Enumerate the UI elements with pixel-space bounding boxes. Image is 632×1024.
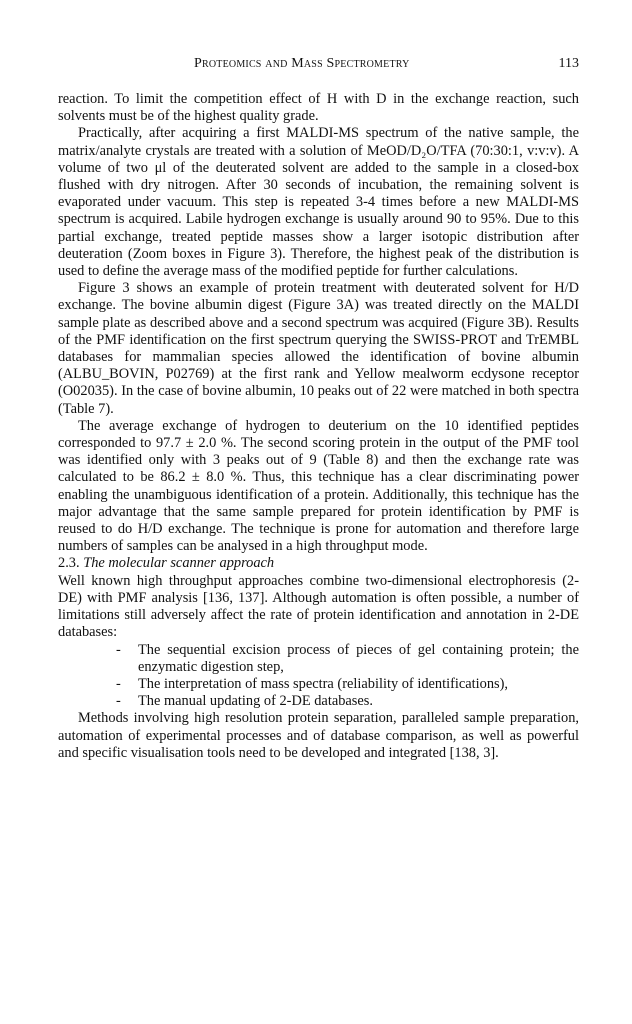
limitations-list — [58, 642, 579, 711]
section-heading — [58, 555, 579, 572]
list-dash: - — [116, 693, 121, 710]
paragraph-section-intro: Well known high throughput approaches combine two-dimensional electrophoresis (2-DE) with PMF analysis [136, 137]. Although automation is often possible, a number of limitations still adversely affect the rate of protein identification and annotation in 2-DE databases: — [58, 572, 579, 641]
list-dash: - — [116, 641, 121, 658]
list-item-text: The sequential excision process of pieces of gel containing protein; the enzymatic digestion step, — [138, 641, 579, 675]
paragraph-exchange-results: The average exchange of hydrogen to deuterium on the 10 identified peptides corresponded to 97.7 ± 2.0 %. The second scoring protein in the output of the PMF tool was identified only with 3 peaks out of 9 (Table 8) and then the exchange rate was calculated to be 86.2 ± 8.0 %. Thus, this technique has a clear discriminating power enabling the unambiguous identification of a protein. Additionally, this technique has the major advantage that the same sample prepared for protein identification by PMF is reused to do H/D exchange. The technique is prone for automation and therefore large numbers of samples can be analysed in a high throughput mode. — [58, 417, 579, 555]
body-text — [58, 91, 579, 762]
section-number: 2.3. — [58, 555, 80, 572]
list-dash: - — [116, 675, 121, 692]
page-number: 113 — [558, 56, 579, 71]
paragraph-closing: Methods involving high resolution protein separation, paralleled sample preparation, automation of experimental processes and of database comparison, as well as powerful and specific visualisation tools need to be developed and integrated [138, 3]. — [58, 710, 579, 761]
paragraph-continuation: reaction. To limit the competition effect of H with D in the exchange reaction, such solvents must be of the highest quality grade. — [58, 91, 579, 125]
page-header — [58, 56, 579, 74]
list-item — [58, 693, 579, 710]
list-item-text: The interpretation of mass spectra (reliability of identifications), — [138, 675, 509, 692]
list-item — [58, 642, 579, 676]
list-item-text: The manual updating of 2-DE databases. — [138, 693, 373, 710]
paragraph-procedure: Practically, after acquiring a first MALDI-MS spectrum of the native sample, the matrix/analyte crystals are treated with a solution of MeOD/D₂O/TFA (70:30:1, v:v:v). A volume of two μl of the deuterated solvent are added to the sample in a closed-box flushed with dry nitrogen. After 30 seconds of incubation, the remaining solvent is evaporated under vacuum. This step is repeated 3-4 times before a new MALDI-MS spectrum is acquired. Labile hydrogen exchange is usually around 90 to 95%. Due to this partial exchange, treated peptide masses show a larger isotopic distribution after deuteration (Zoom boxes in Figure 3). Therefore, the highest peak of the distribution is used to define the average mass of the modified peptide for further calculations. — [58, 125, 579, 280]
running-title: Proteomics and Mass Spectrometry — [194, 56, 410, 71]
paragraph-figure-3: Figure 3 shows an example of protein treatment with deuterated solvent for H/D exchange. The bovine albumin digest (Figure 3A) was treated directly on the MALDI sample plate as described above and a second spectrum was acquired (Figure 3B). Results of the PMF identification on the first spectrum querying the SWISS-PROT and TrEMBL databases for mammalian species allowed the identification of bovine albumin (ALBU_BOVIN, P02769) at the first rank and Yellow mealworm ecdysone receptor (O02035). In the case of bovine albumin, 10 peaks out of 22 were matched in both spectra (Table 7). — [58, 280, 579, 417]
list-item — [58, 676, 579, 693]
section-title: The molecular scanner approach — [83, 555, 275, 572]
